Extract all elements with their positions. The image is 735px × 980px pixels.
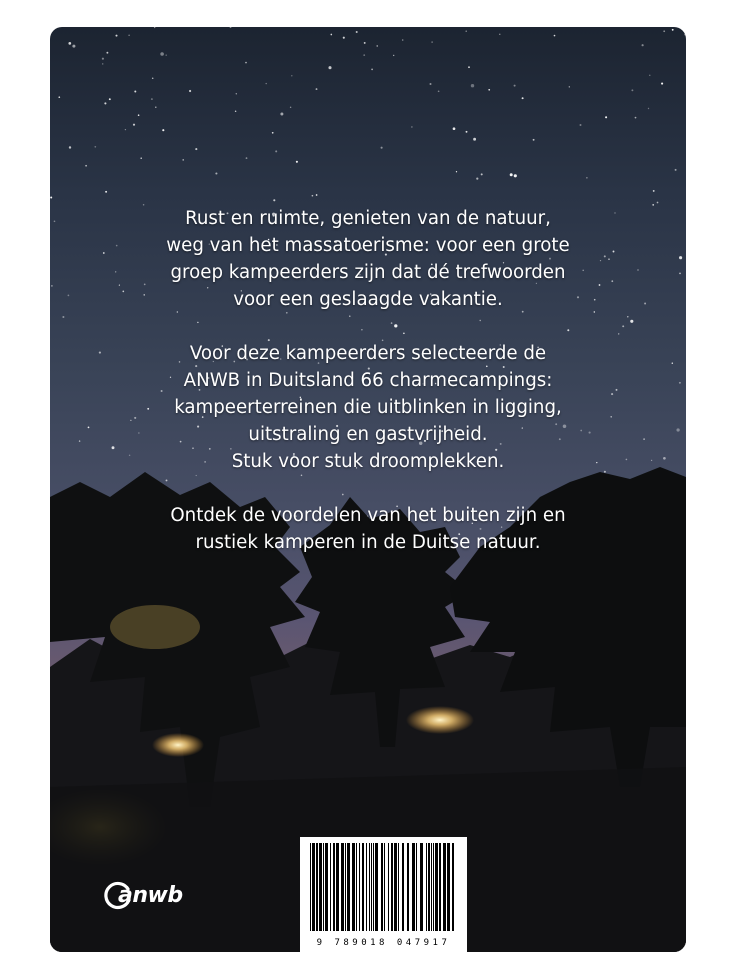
blurb-paragraph-2: Voor deze kampeerders selecteerde de ANWB in Duitsland 66 charmecampings: kampeerterreinen die uitblinken in ligging, uitstraling en gastvrijheid. Stuk voor stuk droomplekken. <box>174 343 562 472</box>
blurb-paragraph-1: Rust en ruimte, genieten van de natuur, weg van het massatoerisme: voor een grote groep kampeerders zijn dat dé trefwoorden voor een geslaagde vakantie. <box>166 208 570 310</box>
anwb-logo <box>102 880 183 910</box>
back-cover <box>50 27 686 952</box>
blurb-paragraph-3: Ontdek de voordelen van het buiten zijn en rustiek kamperen in de Duitse natuur. <box>170 505 566 553</box>
anwb-logo-wordmark: anwb <box>118 882 183 908</box>
barcode-bars <box>308 843 459 935</box>
barcode <box>300 837 467 952</box>
barcode-number: 9 789018 047917 <box>316 938 451 948</box>
blurb-text <box>50 205 686 583</box>
